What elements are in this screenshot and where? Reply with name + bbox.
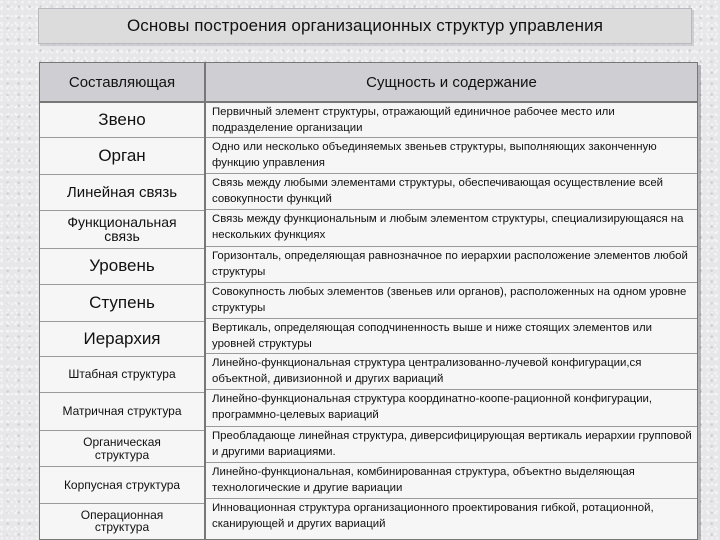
term-cell: Ступень [40,285,204,321]
term-cell: Орган [40,138,204,174]
term-cell: Матричная структура [40,393,204,430]
description-cell: Линейно-функциональная, комбинированная структура, объектно выделяющая технологические и другие вариации [206,463,697,499]
structure-table [39,62,698,540]
term-cell: Линейная связь [40,175,204,211]
description-cell: Связь между функциональным и любым элементом структуры, специализирующаяся на нескольких функциях [206,210,697,247]
description-cell: Преобладающе линейная структура, диверсифицирующая вертикаль иерархии групповой и другими вариациями. [206,427,697,463]
description-cell: Вертикаль, определяющая соподчиненность выше и ниже стоящих элементов или уровней структуры [206,319,697,354]
description-cell: Линейно-функциональная структура координатно-коопе-рационной конфигурации, программно-целевых вариаций [206,390,697,427]
term-cell: Иерархия [40,322,204,357]
description-cell: Инновационная структура организационного проектирования гибкой, ротационной, сканирующей и других вариаций [212,502,654,530]
table-header [40,63,697,103]
description-cell: Горизонталь, определяющая равнозначное по иерархии расположение элементов любой структуры [206,247,697,283]
descriptions-column [206,103,697,539]
term-cell: Звено [40,103,204,138]
description-cell: Линейно-функциональная структура централизованно-лучевой конфигурации,ся объектной, дивизионной и других вариаций [206,354,697,390]
table-body [40,103,697,539]
term-cell: Операционная структура [80,507,164,535]
terms-column [40,103,206,539]
slide-title: Основы построения организационных структур управления [38,8,692,44]
header-component: Составляющая [40,63,206,101]
header-essence: Сущность и содержание [366,73,537,91]
description-cell: Первичный элемент структуры, отражающий единичное рабочее место или подразделение организации [206,103,697,138]
term-cell: Функциональная связь [40,211,204,248]
term-cell: Органическая структура [40,431,204,467]
description-cell: Одно или несколько объединяемых звеньев структуры, выполняющих законченную функцию управления [206,138,697,174]
term-cell: Корпусная структура [40,467,204,503]
term-cell: Уровень [40,249,204,285]
description-cell: Связь между любыми элементами структуры, обеспечивающая осуществление всей совокупности функций [206,174,697,210]
description-cell: Совокупность любых элементов (звеньев или органов), расположенных на одном уровне структуры [206,283,697,319]
term-cell: Штабная структура [40,357,204,393]
